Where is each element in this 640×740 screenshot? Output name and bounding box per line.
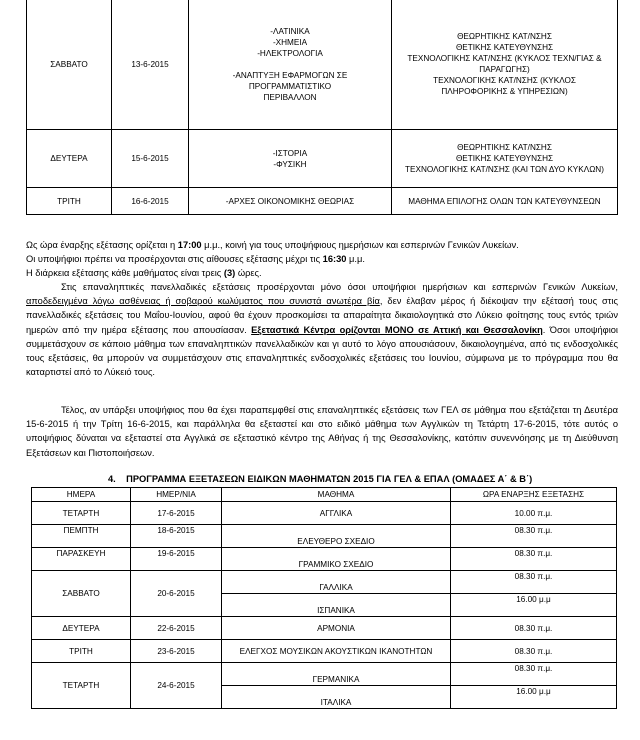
day-cell: ΠΑΡΑΣΚΕΥΗ — [32, 548, 131, 571]
table-row — [32, 502, 617, 525]
subject-cell: ΙΤΑΛΙΚΑ — [222, 686, 451, 709]
category-line: ΘΕΩΡΗΤΙΚΗΣ ΚΑΤ/ΝΣΗΣ — [457, 32, 552, 41]
text-run-bold: 16:30 — [322, 254, 347, 264]
date-cell: 17-6-2015 — [131, 502, 222, 525]
text-run-underlined: αποδεδειγμένα λόγω ασθένειας ή σοβαρού κωλύματος που συνιστά ανωτέρα βία — [26, 296, 380, 307]
subject-cell: ΑΡΜΟΝΙΑ — [222, 617, 451, 640]
text-run: Τέλος, αν υπάρξει υποψήφιος που θα έχει παραπεμφθεί στις επαναληπτικές εξετάσεις των ΓΕΛ σε μάθημα που εξετάζεται τη Δευτέρα 15-6-2015 ή την Τρίτη 16-6-2015, και παράλληλα θα εξεταστεί και στο ειδικό μάθημα των Αγγλικών τη Τετάρτη 17-6-2015, τότε αυτός ο υποψήφιος δύναται να εξεταστεί στα Αγγλικά σε εξεταστικό κέντρο της Αθήνας ή της Θεσσαλονίκης, κατόπιν συνεννόησης με τη Διεύθυνση Εξετάσεων και Πιστοποιήσεων. — [26, 405, 618, 458]
text-run: Ως ώρα έναρξης εξέτασης ορίζεται η — [26, 240, 178, 250]
category-line: ΘΕΤΙΚΗΣ ΚΑΤΕΥΘΥΝΣΗΣ — [455, 154, 554, 163]
subject-cell: ΓΡΑΜΜΙΚΟ ΣΧΕΔΙΟ — [222, 548, 451, 571]
time-cell: 08.30 π.μ. — [451, 640, 617, 663]
time-cell: 08.30 π.μ. — [451, 617, 617, 640]
date-cell: 24-6-2015 — [131, 663, 222, 709]
text-run: Οι υποψήφιοι πρέπει να προσέρχονται στις αίθουσες εξέτασης μέχρι τις — [26, 254, 323, 264]
text-run: ώρες. — [235, 268, 262, 278]
section-heading — [108, 474, 532, 484]
date-cell: 19-6-2015 — [131, 548, 222, 571]
date-cell: 18-6-2015 — [131, 525, 222, 548]
category-line: ΤΕΧΝΟΛΟΓΙΚΗΣ ΚΑΤ/ΝΣΗΣ (ΚΥΚΛΟΣ ΤΕΧΝ/ΓΙΑΣ & — [407, 54, 602, 63]
day-cell: ΠΕΜΠΤΗ — [32, 525, 131, 548]
section-title: ΠΡΟΓΡΑΜΜΑ ΕΞΕΤΑΣΕΩΝ ΕΙΔΙΚΩΝ ΜΑΘΗΜΑΤΩΝ 2015 ΓΙΑ ΓΕΛ & ΕΠΑΛ (ΟΜΑΔΕΣ Α΄ & Β΄) — [126, 474, 533, 484]
category-line: ΤΕΧΝΟΛΟΓΙΚΗΣ ΚΑΤ/ΝΣΗΣ (ΚΑΙ ΤΩΝ ΔΥΟ ΚΥΚΛΩΝ) — [405, 165, 604, 174]
subject-line: -ΙΣΤΟΡΙΑ — [272, 148, 308, 158]
day-cell: ΣΑΒΒΑΤΟ — [27, 0, 112, 130]
date-cell: 20-6-2015 — [131, 571, 222, 617]
table-row — [32, 548, 617, 571]
column-header: ΗΜΕΡ/ΝΙΑ — [131, 488, 222, 502]
category-line: ΤΕΧΝΟΛΟΓΙΚΗΣ ΚΑΤ/ΝΣΗΣ (ΚΥΚΛΟΣ — [433, 76, 576, 85]
column-header: ΗΜΕΡΑ — [32, 488, 131, 502]
table-row — [32, 571, 617, 594]
table-row — [32, 640, 617, 663]
date-cell: 16-6-2015 — [112, 188, 189, 215]
subjects-cell: -ΑΡΧΕΣ ΟΙΚΟΝΟΜΙΚΗΣ ΘΕΩΡΙΑΣ — [189, 188, 392, 215]
start-time-paragraph — [26, 238, 618, 252]
text-run: Η διάρκεια εξέτασης κάθε μαθήματος είναι τρεις — [26, 268, 224, 278]
time-cell: 08.30 π.μ. — [451, 548, 617, 571]
day-cell: ΤΡΙΤΗ — [32, 640, 131, 663]
subject-cell: ΑΓΓΛΙΚΑ — [222, 502, 451, 525]
time-cell: 08.30 π.μ. — [451, 525, 617, 548]
date-cell: 23-6-2015 — [131, 640, 222, 663]
table-header-row — [32, 488, 617, 502]
categories-cell — [392, 0, 618, 130]
day-cell: ΤΕΤΑΡΤΗ — [32, 502, 131, 525]
time-cell: 16.00 μ.μ — [451, 686, 617, 709]
categories-cell — [392, 130, 618, 188]
table-row — [32, 525, 617, 548]
text-run: . Όσοι υποψήφιοι συμμετάσχουν σε κάποιο μάθημα των επαναληπτικών πανελλαδικών και γι αυτό το λόγο απουσιάσουν, δικαιολογημένα, από τις ενδοσχολικές τους εξετάσεις, θα μπορούν να συμμετάσχουν στις επαναληπτικές ενδοσχολικές εξετάσεις του Ιουνίου, σύμφωνα με το πρόγραμμα που θα καταρτιστεί από το Λύκειό τους. — [26, 324, 618, 378]
subject-cell: ΕΛΕΥΘΕΡΟ ΣΧΕΔΙΟ — [222, 525, 451, 548]
time-cell: 08.30 π.μ. — [451, 571, 617, 594]
subject-line: -ΧΗΜΕΙΑ — [272, 37, 308, 47]
subject-cell: ΕΛΕΓΧΟΣ ΜΟΥΣΙΚΩΝ ΑΚΟΥΣΤΙΚΩΝ ΙΚΑΝΟΤΗΤΩΝ — [222, 640, 451, 663]
table-row — [27, 188, 618, 215]
subject-cell: ΓΕΡΜΑΝΙΚΑ — [222, 663, 451, 686]
subject-line: -ΦΥΣΙΚΗ — [273, 159, 307, 169]
category-line: ΘΕΤΙΚΗΣ ΚΑΤΕΥΘΥΝΣΗΣ — [455, 43, 554, 52]
table-row — [32, 663, 617, 686]
subjects-cell — [189, 130, 392, 188]
duration-paragraph — [26, 266, 618, 280]
date-cell: 13-6-2015 — [112, 0, 189, 130]
text-run: μ.μ. — [346, 254, 365, 264]
table-row — [27, 0, 618, 130]
subject-cell: ΓΑΛΛΙΚΑ — [222, 571, 451, 594]
text-run-bold: 17:00 — [177, 240, 202, 250]
text-run: , δεν έλαβαν μέρος ή διέκοψαν την εξέτασή τους στις πανελλαδικές εξετάσεις του Μαΐου-Ιουνίου, αφού θα έχουν προσκομίσει τα απαραίτητα δικαιολογητικά στο Λύκειο φοίτησης τους εντός τριών ημερών από την ημέρα εξέτασης που απουσίασαν. — [26, 296, 618, 335]
subject-line: -ΑΝΑΠΤΥΞΗ ΕΦΑΡΜΟΓΩΝ ΣΕ ΠΡΟΓΡΑΜΜΑΤΙΣΤΙΚΟ — [232, 70, 348, 91]
subject-line: -ΗΛΕΚΤΡΟΛΟΓΙΑ — [257, 48, 323, 58]
exam-schedule-table-continued — [26, 0, 618, 215]
column-header: ΜΑΘΗΜΑ — [222, 488, 451, 502]
category-line: ΠΑΡΑΓΩΓΗΣ) — [479, 65, 530, 74]
section-number: 4. — [108, 474, 116, 484]
text-run: μ.μ., κοινή για τους υποψήφιους ημερήσιων και εσπερινών Γενικών Λυκείων. — [201, 240, 519, 250]
column-header: ΩΡΑ ΕΝΑΡΞΗΣ ΕΞΕΤΑΣΗΣ — [451, 488, 617, 502]
day-cell: ΔΕΥΤΕΡΑ — [32, 617, 131, 640]
arrival-time-paragraph — [26, 252, 618, 266]
english-exam-paragraph — [26, 403, 618, 460]
text-run-bold: (3) — [223, 268, 236, 278]
time-cell: 10.00 π.μ. — [451, 502, 617, 525]
date-cell: 22-6-2015 — [131, 617, 222, 640]
text-run-bold-underlined: Εξεταστικά Κέντρα ορίζονται ΜΟΝΟ σε Αττική και Θεσσαλονίκη — [251, 324, 543, 335]
category-line: ΠΛΗΡΟΦΟΡΙΚΗΣ & ΥΠΗΡΕΣΙΩΝ) — [441, 87, 568, 96]
table-row — [27, 130, 618, 188]
day-cell: ΔΕΥΤΕΡΑ — [27, 130, 112, 188]
time-cell: 16.00 μ.μ — [451, 594, 617, 617]
special-subjects-table — [31, 487, 617, 709]
subject-line: -ΛΑΤΙΝΙΚΑ — [270, 26, 310, 36]
day-cell: ΤΕΤΑΡΤΗ — [32, 663, 131, 709]
repeat-exams-paragraph — [26, 280, 618, 379]
time-cell: 08.30 π.μ. — [451, 663, 617, 686]
date-cell: 15-6-2015 — [112, 130, 189, 188]
subjects-cell — [189, 0, 392, 130]
table-row — [32, 617, 617, 640]
subject-line: ΠΕΡΙΒΑΛΛΟΝ — [263, 92, 317, 102]
day-cell: ΤΡΙΤΗ — [27, 188, 112, 215]
text-run: Στις επαναληπτικές πανελλαδικές εξετάσεις προσέρχονται μόνο όσοι υποψήφιοι ημερήσιων και εσπερινών Γενικών Λυκείων, — [61, 282, 618, 292]
subject-cell: ΙΣΠΑΝΙΚΑ — [222, 594, 451, 617]
category-line: ΘΕΩΡΗΤΙΚΗΣ ΚΑΤ/ΝΣΗΣ — [457, 143, 552, 152]
categories-cell: ΜΑΘΗΜΑ ΕΠΙΛΟΓΗΣ ΟΛΩΝ ΤΩΝ ΚΑΤΕΥΘΥΝΣΕΩΝ — [392, 188, 618, 215]
day-cell: ΣΑΒΒΑΤΟ — [32, 571, 131, 617]
